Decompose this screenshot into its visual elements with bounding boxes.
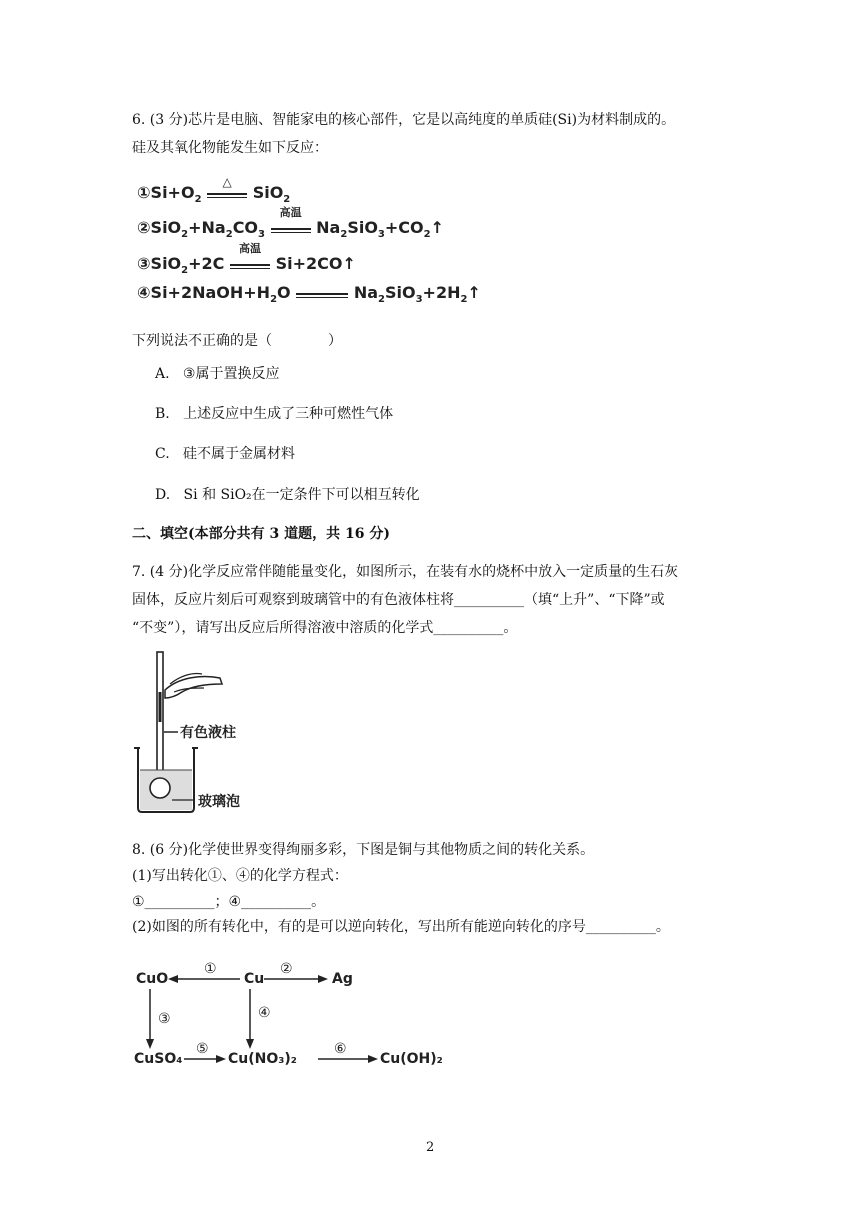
colored-liquid-column (159, 692, 162, 722)
arrow-label-3: ③ (158, 1011, 171, 1027)
q8-line4: (2)如图的所有转化中，有的是可以逆向转化，写出所有能逆向转化的序号__________。 (132, 919, 670, 935)
option-c: C. 硅不属于金属材料 (155, 446, 296, 462)
equation-4: $④Si+2NaOH+H_2O$ $Na_2SiO_3+2H_2↑$ (137, 283, 481, 306)
q6-line1: 6. (3 分)芯片是电脑、智能家电的核心部件，它是以高纯度的单质硅(Si)为材料制成的。 (132, 112, 676, 128)
node-cuo: CuO (136, 971, 169, 987)
option-d: D. Si 和 SiO₂在一定条件下可以相互转化 (155, 487, 420, 503)
copper-conversion-diagram (130, 955, 450, 1075)
equation-3: ③SiO$_2$+2C 高温 Si+2CO↑ (137, 242, 356, 277)
glass-bulb (150, 778, 170, 798)
node-cuno3: Cu(NO₃)₂ (228, 1051, 297, 1067)
q6-line2: 硅及其氧化物能发生如下反应： (132, 140, 328, 156)
section-2-heading: 二、填空(本部分共有 3 道题，共 16 分) (132, 526, 390, 542)
q6-prompt: 下列说法不正确的是（ ） (132, 333, 342, 349)
label-colored-column: 有色液柱 (180, 725, 236, 741)
q8-line3: ①__________；④__________。 (132, 894, 326, 910)
arrow-label-5: ⑤ (196, 1041, 209, 1057)
arrow-label-2: ② (280, 961, 293, 977)
arrow-label-6: ⑥ (334, 1041, 347, 1057)
q8-line1: 8. (6 分)化学使世界变得绚丽多彩，下图是铜与其他物质之间的转化关系。 (132, 842, 595, 858)
hand-icon (165, 677, 222, 699)
arrow-label-1: ① (204, 961, 217, 977)
label-glass-bulb: 玻璃泡 (198, 794, 240, 810)
q7-line3: “不变”），请写出反应后所得溶液中溶质的化学式__________。 (132, 620, 518, 636)
q8-line2: (1)写出转化①、④的化学方程式： (132, 868, 348, 884)
node-ag: Ag (332, 971, 353, 987)
beaker-figure (130, 648, 290, 818)
q7-line1: 7. (4 分)化学反应常伴随能量变化，如图所示，在装有水的烧杯中放入一定质量的生石灰 (132, 564, 679, 580)
page-number: 2 (426, 1140, 435, 1155)
option-a: A. ③属于置换反应 (155, 366, 280, 382)
option-b: B. 上述反应中生成了三种可燃性气体 (155, 406, 394, 422)
node-cu: Cu (244, 971, 265, 987)
node-cuoh2: Cu(OH)₂ (380, 1051, 443, 1067)
arrow-label-4: ④ (258, 1005, 271, 1021)
equation-2: $②SiO_2+Na_2CO_3$ 高温 $Na_2SiO_3+CO_2↑$ (137, 206, 445, 241)
node-cuso4: CuSO₄ (134, 1051, 183, 1067)
q7-line2: 固体，反应片刻后可观察到玻璃管中的有色液体柱将__________（填“上升”、“下降”或 (132, 592, 665, 608)
equation-1: $①Si+O_2$ △ SiO$_2$ (137, 175, 291, 206)
